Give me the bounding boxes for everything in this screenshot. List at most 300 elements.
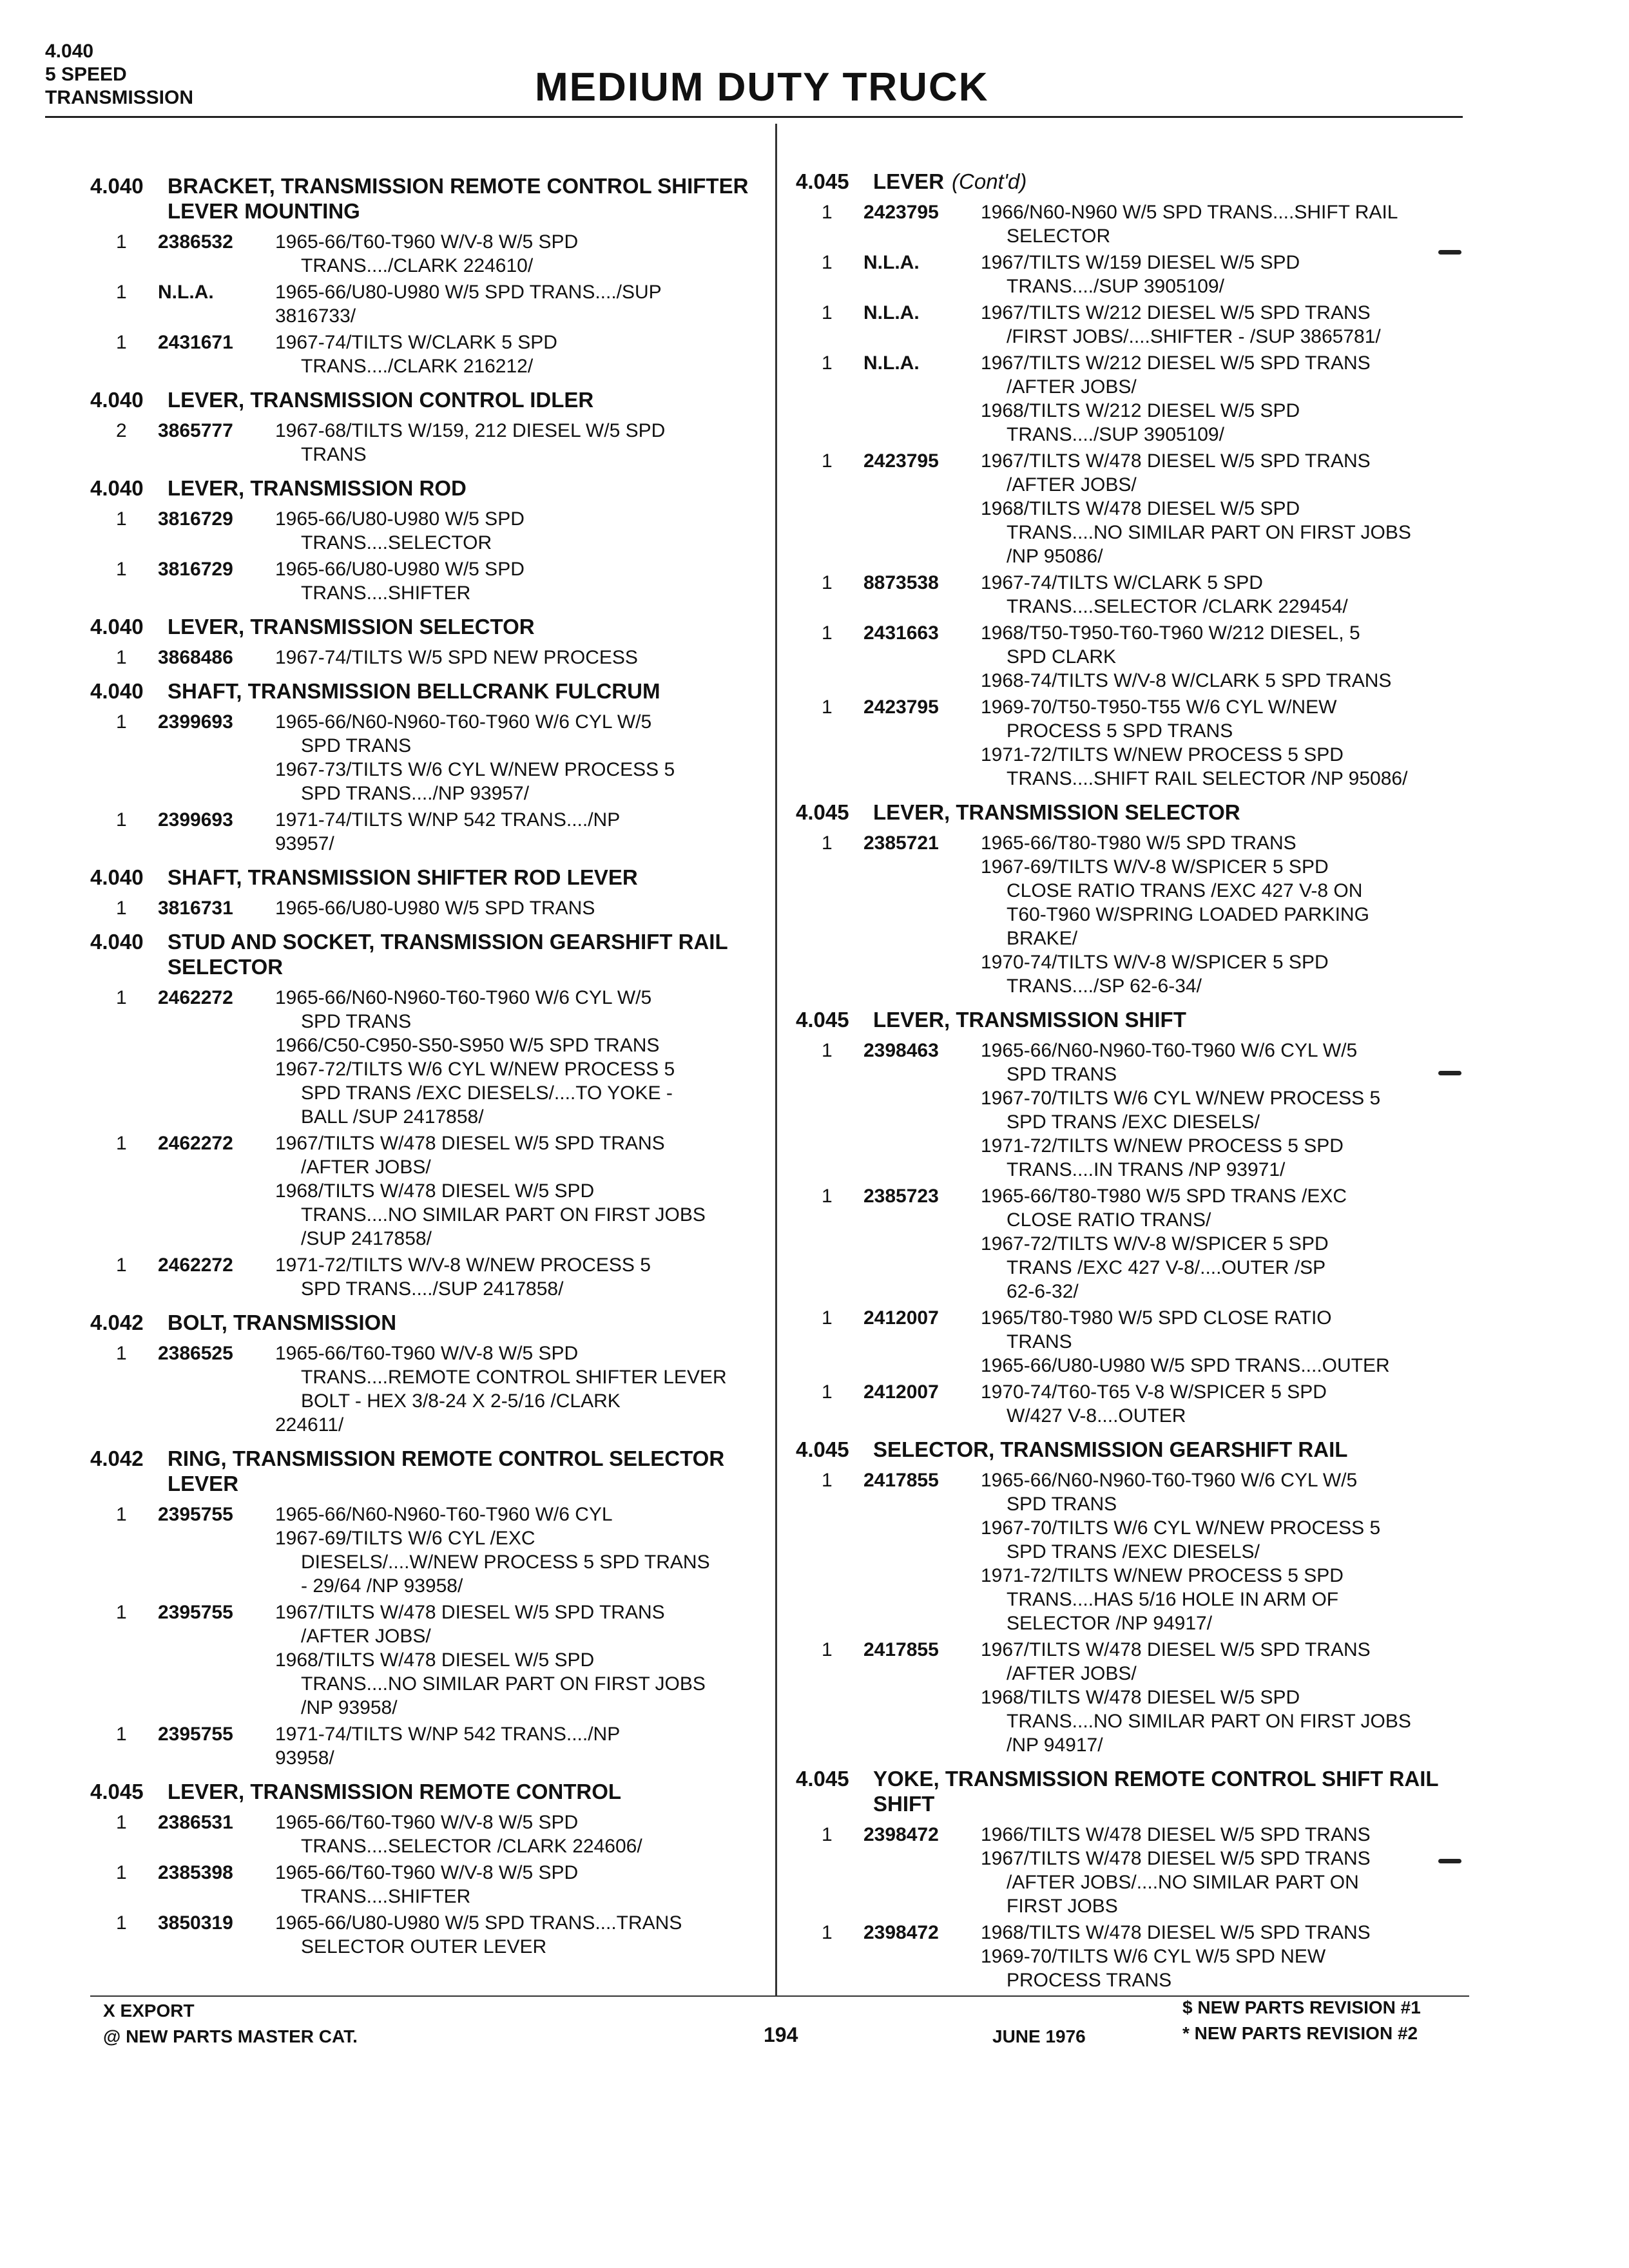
part-quantity: 1 (116, 898, 127, 919)
revision-mark-icon (1438, 1859, 1461, 1863)
description-line: SPD TRANS (1007, 1494, 1117, 1515)
footer-revision-1: $ NEW PARTS REVISION #1 (1182, 1997, 1421, 2017)
description-line: 1965-66/N60-N960-T60-T960 W/6 CYL W/5 (275, 987, 652, 1008)
part-description (275, 1131, 760, 1251)
part-description (981, 571, 1466, 619)
description-line: TRANS /EXC 427 V-8/....OUTER /SP (1007, 1257, 1326, 1278)
description-line: 1965-66/U80-U980 W/5 SPD TRANS..../SUP (275, 282, 662, 303)
part-quantity: 1 (116, 711, 127, 733)
section-number: 4.040 (90, 930, 144, 954)
description-line: 1965-66/T80-T980 W/5 SPD TRANS /EXC (981, 1186, 1347, 1207)
part-description (275, 419, 760, 466)
description-line: 1971-74/TILTS W/NP 542 TRANS..../NP (275, 809, 621, 831)
part-number: 2423795 (863, 202, 939, 223)
description-line: 1965-66/U80-U980 W/5 SPD TRANS....OUTER (981, 1355, 1390, 1376)
description-line: TRANS....NO SIMILAR PART ON FIRST JOBS (301, 1673, 706, 1695)
header-divider (45, 116, 1463, 118)
part-description (275, 986, 760, 1129)
description-line: SELECTOR OUTER LEVER (301, 1936, 547, 1957)
part-quantity: 1 (822, 1639, 833, 1660)
part-entry (796, 621, 1466, 693)
section-title: LEVER, TRANSMISSION SELECTOR (873, 800, 1240, 824)
description-line: TRANS....NO SIMILAR PART ON FIRST JOBS (301, 1204, 706, 1225)
description-line: /FIRST JOBS/....SHIFTER - /SUP 3865781/ (1007, 326, 1381, 347)
part-entry (796, 449, 1466, 568)
description-line: 1968/TILTS W/212 DIESEL W/5 SPD (981, 400, 1300, 421)
footer-divider (90, 1995, 1469, 1997)
part-description (275, 1722, 760, 1770)
section-title: SHAFT, TRANSMISSION BELLCRANK FULCRUM (168, 679, 660, 703)
section-title: RING, TRANSMISSION REMOTE CONTROL SELECTOR LEVER (168, 1446, 725, 1495)
part-description (981, 251, 1466, 298)
part-description (275, 1503, 760, 1598)
description-line: 1967-74/TILTS W/CLARK 5 SPD (275, 332, 557, 353)
part-number: 3816729 (158, 508, 233, 530)
section-number: 4.040 (90, 865, 144, 889)
part-quantity: 1 (116, 1343, 127, 1364)
description-line: 1966/C50-C950-S50-S950 W/5 SPD TRANS (275, 1035, 660, 1056)
part-number: 3816731 (158, 898, 233, 919)
section-heading (796, 800, 1466, 825)
description-line: SELECTOR /NP 94917/ (1007, 1613, 1213, 1634)
description-line: BOLT - HEX 3/8-24 X 2-5/16 /CLARK (301, 1390, 621, 1412)
part-quantity: 1 (822, 352, 833, 374)
section-title: LEVER, TRANSMISSION CONTROL IDLER (168, 388, 594, 412)
part-quantity: 1 (822, 697, 833, 718)
part-entry (796, 571, 1466, 619)
description-line: 1967-69/TILTS W/V-8 W/SPICER 5 SPD (981, 856, 1329, 878)
section-number: 4.045 (796, 1437, 849, 1461)
section-heading (90, 173, 760, 224)
description-line: 1970-74/T60-T65 V-8 W/SPICER 5 SPD (981, 1381, 1327, 1403)
part-description (275, 1341, 760, 1437)
part-description (275, 710, 760, 805)
section-heading (90, 1779, 760, 1804)
section-title: YOKE, TRANSMISSION REMOTE CONTROL SHIFT RAIL SHIFT (873, 1767, 1438, 1816)
part-number: 2423795 (863, 450, 939, 472)
part-entry (90, 1341, 760, 1437)
part-number: 2412007 (863, 1307, 939, 1329)
section-heading (90, 387, 760, 412)
section-heading (796, 1437, 1466, 1462)
description-line: 1971-72/TILTS W/NEW PROCESS 5 SPD (981, 1135, 1344, 1157)
description-line: 224611/ (275, 1414, 344, 1436)
description-line: W/427 V-8....OUTER (1007, 1405, 1186, 1427)
description-line: CLOSE RATIO TRANS /EXC 427 V-8 ON (1007, 880, 1363, 901)
part-quantity: 1 (116, 1912, 127, 1934)
description-line: SPD TRANS (1007, 1064, 1117, 1085)
description-line: 3816733/ (275, 305, 356, 327)
description-line: TRANS....REMOTE CONTROL SHIFTER LEVER (301, 1367, 727, 1388)
description-line: 1967-74/TILTS W/CLARK 5 SPD (981, 572, 1263, 593)
description-line: 1965-66/N60-N960-T60-T960 W/6 CYL (275, 1504, 613, 1525)
description-line: SPD TRANS..../SUP 2417858/ (301, 1278, 564, 1300)
part-number: 2417855 (863, 1470, 939, 1491)
description-line: 1967-69/TILTS W/6 CYL /EXC (275, 1528, 535, 1549)
description-line: SPD TRANS /EXC DIESELS/ (1007, 1111, 1260, 1133)
section-title: SHAFT, TRANSMISSION SHIFTER ROD LEVER (168, 865, 638, 889)
part-number: 3868486 (158, 647, 233, 668)
part-entry (796, 1184, 1466, 1303)
part-quantity: 1 (116, 1724, 127, 1745)
part-quantity: 1 (116, 1133, 127, 1154)
description-line: 1967-73/TILTS W/6 CYL W/NEW PROCESS 5 (275, 759, 675, 780)
part-quantity: 1 (822, 252, 833, 273)
part-entry (796, 1306, 1466, 1378)
part-description (981, 1921, 1466, 1992)
part-number: 2398472 (863, 1824, 939, 1845)
part-entry (796, 1921, 1466, 1992)
part-number: 2399693 (158, 711, 233, 733)
description-line: CLOSE RATIO TRANS/ (1007, 1209, 1211, 1231)
section-number: 4.040 (90, 615, 144, 639)
part-description (275, 507, 760, 555)
part-quantity: 1 (116, 1504, 127, 1525)
part-entry (90, 808, 760, 856)
part-entry (796, 200, 1466, 248)
part-number: 2385723 (863, 1186, 939, 1207)
description-line: 93958/ (275, 1747, 334, 1769)
section-heading (796, 169, 1466, 194)
description-line: - 29/64 /NP 93958/ (301, 1575, 463, 1597)
description-line: SPD TRANS /EXC DIESELS/ (1007, 1541, 1260, 1562)
part-description (981, 1468, 1466, 1635)
description-line: T60-T960 W/SPRING LOADED PARKING (1007, 904, 1369, 925)
description-line: TRANS..../SUP 3905109/ (1007, 276, 1224, 297)
section-number: 4.042 (90, 1446, 144, 1470)
part-quantity: 1 (822, 1040, 833, 1061)
description-line: 1971-72/TILTS W/NEW PROCESS 5 SPD (981, 1565, 1344, 1586)
section-title: LEVER (873, 169, 945, 193)
description-line: 1967/TILTS W/212 DIESEL W/5 SPD TRANS (981, 352, 1371, 374)
description-line: 1965-66/T60-T960 W/V-8 W/5 SPD (275, 231, 579, 253)
part-quantity: 1 (116, 1602, 127, 1623)
description-line: 1965-66/U80-U980 W/5 SPD (275, 508, 525, 530)
description-line: 1969-70/T50-T950-T55 W/6 CYL W/NEW (981, 697, 1337, 718)
part-entry (90, 1253, 760, 1301)
part-entry (90, 331, 760, 378)
part-entry (796, 1638, 1466, 1757)
section-heading (796, 1007, 1466, 1032)
column-divider (775, 124, 777, 1995)
description-line: 1967/TILTS W/159 DIESEL W/5 SPD (981, 252, 1300, 273)
description-line: 93957/ (275, 833, 334, 854)
part-quantity: 1 (822, 450, 833, 472)
description-line: DIESELS/....W/NEW PROCESS 5 SPD TRANS (301, 1552, 710, 1573)
description-line: 1971-72/TILTS W/NEW PROCESS 5 SPD (981, 744, 1344, 765)
part-quantity: 1 (822, 302, 833, 323)
section-title: BOLT, TRANSMISSION (168, 1311, 397, 1334)
section-number: 4.045 (796, 800, 849, 824)
part-description (981, 1184, 1466, 1303)
section-title: STUD AND SOCKET, TRANSMISSION GEARSHIFT RAIL SELECTOR (168, 930, 728, 979)
part-entry (90, 646, 760, 669)
description-line: 1965-66/N60-N960-T60-T960 W/6 CYL W/5 (275, 711, 652, 733)
part-number: 2462272 (158, 987, 233, 1008)
part-entry (90, 1131, 760, 1251)
description-line: 1967-72/TILTS W/V-8 W/SPICER 5 SPD (981, 1233, 1329, 1254)
part-entry (90, 507, 760, 555)
description-line: 1969-70/TILTS W/6 CYL W/5 SPD NEW (981, 1946, 1326, 1967)
part-quantity: 1 (822, 202, 833, 223)
description-line: 1967-74/TILTS W/5 SPD NEW PROCESS (275, 647, 638, 668)
description-line: TRANS....NO SIMILAR PART ON FIRST JOBS (1007, 1711, 1411, 1732)
part-description (981, 831, 1466, 998)
part-description (981, 449, 1466, 568)
description-line: SPD TRANS..../NP 93957/ (301, 783, 530, 804)
part-description (981, 1638, 1466, 1757)
description-line: /AFTER JOBS/ (301, 1626, 431, 1647)
part-quantity: 1 (822, 1824, 833, 1845)
description-line: 1967/TILTS W/478 DIESEL W/5 SPD TRANS (981, 1639, 1371, 1660)
section-title: LEVER, TRANSMISSION REMOTE CONTROL (168, 1780, 622, 1803)
section-number: 4.040 (90, 476, 144, 500)
part-number: 2385398 (158, 1862, 233, 1883)
part-number: 2395755 (158, 1724, 233, 1745)
part-entry (90, 557, 760, 605)
description-line: 1967-68/TILTS W/159, 212 DIESEL W/5 SPD (275, 420, 666, 441)
part-quantity: 1 (116, 809, 127, 831)
part-entry (796, 1468, 1466, 1635)
part-number: 2431671 (158, 332, 233, 353)
part-entry (796, 1823, 1466, 1918)
description-line: 1967/TILTS W/478 DIESEL W/5 SPD TRANS (275, 1133, 665, 1154)
description-line: TRANS....SELECTOR (301, 532, 492, 553)
part-number: 3865777 (158, 420, 233, 441)
part-entry (90, 710, 760, 805)
description-line: 1965-66/U80-U980 W/5 SPD TRANS (275, 898, 595, 919)
description-line: TRANS....SHIFTER (301, 582, 471, 604)
part-number: 2395755 (158, 1602, 233, 1623)
part-number: 2462272 (158, 1133, 233, 1154)
description-line: 1965-66/U80-U980 W/5 SPD TRANS....TRANS (275, 1912, 682, 1934)
part-number: N.L.A. (158, 282, 214, 303)
part-number: 2398472 (863, 1922, 939, 1943)
part-number: 2385721 (863, 832, 939, 854)
description-line: TRANS....SELECTOR /CLARK 224606/ (301, 1836, 642, 1857)
section-number: 4.045 (796, 1767, 849, 1791)
part-number: 8873538 (863, 572, 939, 593)
footer-catalog: @ NEW PARTS MASTER CAT. (103, 2026, 358, 2046)
header-code: 4.040 (45, 41, 94, 62)
description-line: 1965-66/T60-T960 W/V-8 W/5 SPD (275, 1812, 579, 1833)
description-line: /NP 94917/ (1007, 1735, 1103, 1756)
section-title: SELECTOR, TRANSMISSION GEARSHIFT RAIL (873, 1437, 1348, 1461)
description-line: /AFTER JOBS/ (1007, 1663, 1137, 1684)
part-quantity: 1 (822, 1381, 833, 1403)
header-transmission: TRANSMISSION (45, 87, 194, 108)
part-description (981, 351, 1466, 447)
description-line: 1967-72/TILTS W/6 CYL W/NEW PROCESS 5 (275, 1059, 675, 1080)
description-line: 62-6-32/ (1007, 1281, 1079, 1302)
part-entry (796, 351, 1466, 447)
part-quantity: 1 (116, 1812, 127, 1833)
part-entry (90, 1503, 760, 1598)
description-line: 1967/TILTS W/478 DIESEL W/5 SPD TRANS (981, 450, 1371, 472)
part-entry (90, 1811, 760, 1858)
description-line: 1965/T80-T980 W/5 SPD CLOSE RATIO (981, 1307, 1332, 1329)
section-heading (90, 678, 760, 704)
description-line: 1968/T50-T950-T60-T960 W/212 DIESEL, 5 (981, 622, 1360, 644)
part-entry (90, 1722, 760, 1770)
part-description (275, 896, 760, 920)
section-heading (90, 614, 760, 639)
description-line: TRANS....NO SIMILAR PART ON FIRST JOBS (1007, 522, 1411, 543)
part-description (981, 695, 1466, 791)
part-description (275, 1253, 760, 1301)
header-section-label (45, 40, 193, 110)
part-description (981, 1823, 1466, 1918)
description-line: 1966/TILTS W/478 DIESEL W/5 SPD TRANS (981, 1824, 1371, 1845)
part-description (275, 1600, 760, 1720)
part-entry (90, 986, 760, 1129)
part-number: N.L.A. (863, 352, 920, 374)
part-number: 2399693 (158, 809, 233, 831)
description-line: TRANS....SHIFT RAIL SELECTOR /NP 95086/ (1007, 768, 1408, 789)
description-line: 1971-72/TILTS W/V-8 W/NEW PROCESS 5 (275, 1254, 651, 1276)
page-number: 194 (764, 2023, 798, 2046)
part-quantity: 1 (822, 832, 833, 854)
part-entry (796, 251, 1466, 298)
description-line: SELECTOR (1007, 226, 1111, 247)
part-entry (90, 896, 760, 920)
part-description (275, 646, 760, 669)
revision-mark-icon (1438, 1071, 1461, 1075)
description-line: /AFTER JOBS/ (1007, 474, 1137, 495)
description-line: TRANS....IN TRANS /NP 93971/ (1007, 1159, 1286, 1180)
section-number: 4.045 (90, 1780, 144, 1803)
section-title: LEVER, TRANSMISSION SELECTOR (168, 615, 535, 639)
page-title: MEDIUM DUTY TRUCK (535, 65, 989, 110)
description-line: 1968/TILTS W/478 DIESEL W/5 SPD (981, 1687, 1300, 1708)
part-entry (90, 280, 760, 328)
description-line: 1967/TILTS W/212 DIESEL W/5 SPD TRANS (981, 302, 1371, 323)
description-line: SPD TRANS (301, 735, 412, 756)
part-number: 2412007 (863, 1381, 939, 1403)
description-line: 1965-66/N60-N960-T60-T960 W/6 CYL W/5 (981, 1040, 1358, 1061)
description-line: TRANS..../CLARK 224610/ (301, 255, 534, 276)
part-quantity: 1 (822, 1186, 833, 1207)
description-line: /AFTER JOBS/....NO SIMILAR PART ON (1007, 1872, 1359, 1893)
part-quantity: 1 (116, 508, 127, 530)
description-line: TRANS..../SP 62-6-34/ (1007, 975, 1202, 997)
section-heading (90, 1446, 760, 1496)
part-entry (90, 1911, 760, 1959)
description-line: FIRST JOBS (1007, 1896, 1118, 1917)
description-line: PROCESS TRANS (1007, 1970, 1172, 1991)
section-heading (90, 476, 760, 501)
part-entry (796, 301, 1466, 349)
part-number: 2462272 (158, 1254, 233, 1276)
part-quantity: 2 (116, 420, 127, 441)
part-description (275, 280, 760, 328)
description-line: 1967/TILTS W/478 DIESEL W/5 SPD TRANS (981, 1848, 1371, 1869)
description-line: 1970-74/TILTS W/V-8 W/SPICER 5 SPD (981, 952, 1329, 973)
part-number: 2386532 (158, 231, 233, 253)
description-line: 1965-66/T60-T960 W/V-8 W/5 SPD (275, 1343, 579, 1364)
description-line: 1967/TILTS W/478 DIESEL W/5 SPD TRANS (275, 1602, 665, 1623)
part-quantity: 1 (822, 622, 833, 644)
part-number: 2398463 (863, 1040, 939, 1061)
part-description (275, 1861, 760, 1908)
header-speed: 5 SPEED (45, 64, 127, 85)
part-quantity: 1 (116, 647, 127, 668)
description-line: TRANS (1007, 1331, 1072, 1352)
part-description (981, 621, 1466, 693)
part-entry (90, 230, 760, 278)
description-line: TRANS (301, 444, 367, 465)
description-line: 1966/N60-N960 W/5 SPD TRANS....SHIFT RAIL (981, 202, 1398, 223)
part-number: 3850319 (158, 1912, 233, 1934)
description-line: 1965-66/T80-T980 W/5 SPD TRANS (981, 832, 1296, 854)
section-heading (90, 929, 760, 979)
footer-date: JUNE 1976 (992, 2026, 1086, 2046)
right-column (796, 160, 1466, 1995)
part-number: N.L.A. (863, 302, 920, 323)
part-description (981, 1039, 1466, 1182)
part-number: 2395755 (158, 1504, 233, 1525)
part-quantity: 1 (822, 1470, 833, 1491)
part-entry (90, 1600, 760, 1720)
footer-revision-2: * NEW PARTS REVISION #2 (1182, 2023, 1418, 2043)
part-entry (796, 1039, 1466, 1182)
part-entry (796, 831, 1466, 998)
part-quantity: 1 (116, 559, 127, 580)
part-number: 3816729 (158, 559, 233, 580)
description-line: 1967-70/TILTS W/6 CYL W/NEW PROCESS 5 (981, 1517, 1381, 1539)
part-number: 2386531 (158, 1812, 233, 1833)
part-quantity: 1 (822, 1307, 833, 1329)
description-line: /SUP 2417858/ (301, 1228, 432, 1249)
part-quantity: 1 (116, 332, 127, 353)
left-column (90, 164, 760, 1961)
section-number: 4.040 (90, 679, 144, 703)
description-line: /AFTER JOBS/ (301, 1157, 431, 1178)
section-title: LEVER, TRANSMISSION SHIFT (873, 1008, 1186, 1032)
section-heading (90, 865, 760, 890)
part-entry (796, 695, 1466, 791)
description-line: 1968-74/TILTS W/V-8 W/CLARK 5 SPD TRANS (981, 670, 1392, 691)
section-heading (90, 1310, 760, 1335)
description-line: /AFTER JOBS/ (1007, 376, 1137, 398)
part-quantity: 1 (116, 987, 127, 1008)
description-line: SPD CLARK (1007, 646, 1117, 668)
part-description (981, 1306, 1466, 1378)
section-title: LEVER, TRANSMISSION ROD (168, 476, 467, 500)
description-line: PROCESS 5 SPD TRANS (1007, 720, 1233, 742)
part-description (981, 200, 1466, 248)
description-line: BRAKE/ (1007, 928, 1078, 949)
description-line: TRANS..../SUP 3905109/ (1007, 424, 1224, 445)
part-entry (796, 1380, 1466, 1428)
description-line: 1971-74/TILTS W/NP 542 TRANS..../NP (275, 1724, 621, 1745)
description-line: 1965-66/N60-N960-T60-T960 W/6 CYL W/5 (981, 1470, 1358, 1491)
part-quantity: 1 (116, 1254, 127, 1276)
part-number: 2417855 (863, 1639, 939, 1660)
part-quantity: 1 (116, 1862, 127, 1883)
part-number: 2431663 (863, 622, 939, 644)
description-line: TRANS....SHIFTER (301, 1886, 471, 1907)
part-number: 2386525 (158, 1343, 233, 1364)
description-line: BALL /SUP 2417858/ (301, 1106, 484, 1128)
description-line: SPD TRANS (301, 1011, 412, 1032)
footer-export: X EXPORT (103, 2001, 195, 2021)
section-number: 4.040 (90, 388, 144, 412)
part-entry (90, 1861, 760, 1908)
description-line: TRANS....SELECTOR /CLARK 229454/ (1007, 596, 1348, 617)
description-line: 1968/TILTS W/478 DIESEL W/5 SPD (275, 1649, 595, 1671)
part-description (275, 1911, 760, 1959)
